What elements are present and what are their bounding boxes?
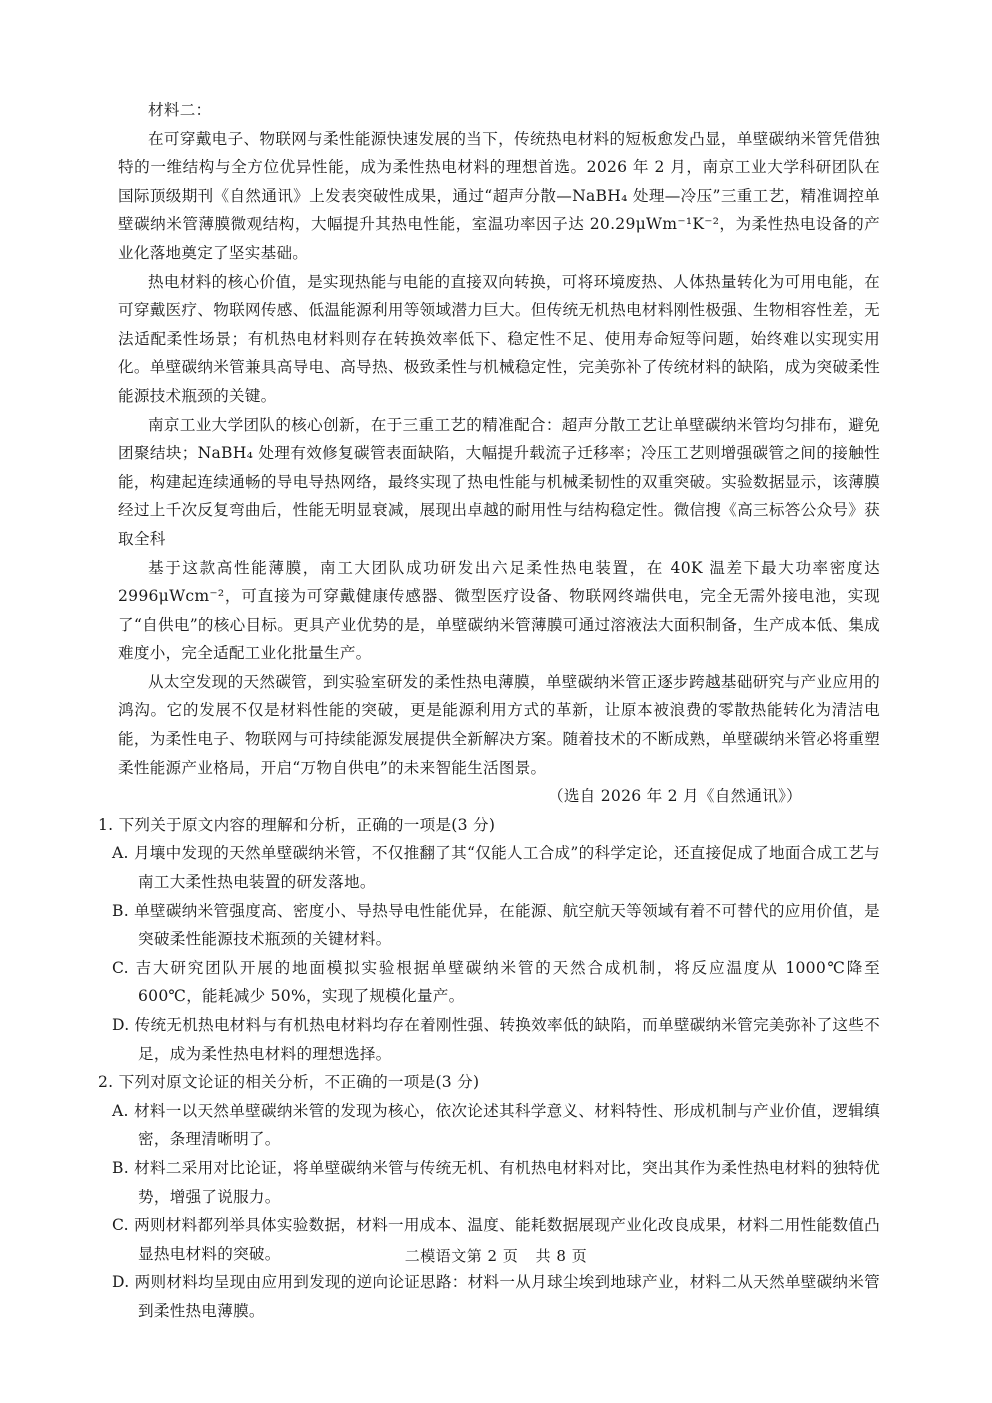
option-c: C. 吉大研究团队开展的地面模拟实验根据单壁碳纳米管的天然合成机制，将反应温度从 1000℃降至 600℃，能耗减少 50%，实现了规模化量产。 [112, 958, 880, 1006]
option-a: A. 材料一以天然单壁碳纳米管的发现为核心，依次论述其科学意义、材料特性、形成机制与产业价值，逻辑缜密，条理清晰明了。 [112, 1101, 880, 1149]
material-heading: 材料二： [148, 101, 212, 119]
question-2 [98, 1068, 880, 1325]
paragraph: 在可穿戴电子、物联网与柔性能源快速发展的当下，传统热电材料的短板愈发凸显，单壁碳纳米管凭借独特的一维结构与全方位优异性能，成为柔性热电材料的理想首选。2026 年 2 月，南京工业大学科研团队在国际顶级期刊《自然通讯》上发表突破性成果，通过“超声分散—NaBH₄ 处理—冷压”三重工艺，精准调控单壁碳纳米管薄膜微观结构，大幅提升其热电性能，室温功率因子达 20.29μWm⁻¹K⁻²，为柔性热电设备的产业化落地奠定了坚实基础。 [118, 129, 880, 262]
option-a: A. 月壤中发现的天然单壁碳纳米管，不仅推翻了其“仅能人工合成”的科学定论，还直接促成了地面合成工艺与南工大柔性热电装置的研发落地。 [112, 844, 880, 892]
footer-page-number: 二模语文第 2 页 [404, 1247, 519, 1265]
question-1 [98, 811, 880, 1068]
option-d: D. 两则材料均呈现由应用到发现的逆向论证思路：材料一从月球尘埃到地球产业，材料二从天然单壁碳纳米管到柔性热电薄膜。 [112, 1273, 880, 1320]
option-b: B. 单壁碳纳米管强度高、密度小、导热导电性能优异，在能源、航空航天等领域有着不可替代的应用价值，是突破柔性能源技术瓶颈的关键材料。 [112, 901, 880, 949]
question-stem: 2. 下列对原文论证的相关分析，不正确的一项是(3 分) [98, 1073, 480, 1092]
paragraph: 基于这款高性能薄膜，南工大团队成功研发出六足柔性热电装置，在 40K 温差下最大功率密度达 2996μWcm⁻²，可直接为可穿戴健康传感器、微型医疗设备、物联网终端供电，完全无需外接电池，实现了“自供电”的核心目标。更具产业优势的是，单壁碳纳米管薄膜可通过溶液法大面积制备，生产成本低、集成难度小，完全适配工业化批量生产。 [118, 558, 880, 663]
paragraph: 从太空发现的天然碳管，到实验室研发的柔性热电薄膜，单壁碳纳米管正逐步跨越基础研究与产业应用的鸿沟。它的发展不仅是材料性能的突破，更是能源利用方式的革新，让原本被浪费的零散热能转化为清洁电能，为柔性电子、物联网与可持续能源发展提供全新解决方案。随着技术的不断成熟，单壁碳纳米管必将重塑柔性能源产业格局，开启“万物自供电”的未来智能生活图景。 [118, 672, 880, 777]
source-citation: （选自 2026 年 2 月《自然通讯》） [547, 787, 802, 806]
page-footer [0, 1245, 992, 1266]
paragraph: 热电材料的核心价值，是实现热能与电能的直接双向转换，可将环境废热、人体热量转化为可用电能，在可穿戴医疗、物联网传感、低温能源利用等领域潜力巨大。但传统无机热电材料刚性极强、生物相容性差，无法适配柔性场景；有机热电材料则存在转换效率低下、稳定性不足、使用寿命短等问题，始终难以实现实用化。单壁碳纳米管兼具高导电、高导热、极致柔性与机械稳定性，完美弥补了传统材料的缺陷，成为突破柔性能源技术瓶颈的关键。 [118, 272, 880, 405]
question-stem: 1. 下列关于原文内容的理解和分析，正确的一项是(3 分) [98, 815, 496, 834]
option-d: D. 传统无机热电材料与有机热电材料均存在着刚性强、转换效率低的缺陷，而单壁碳纳米管完美弥补了这些不足，成为柔性热电材料的理想选择。 [112, 1016, 880, 1063]
footer-total-pages: 共 8 页 [535, 1247, 588, 1265]
paragraph: 南京工业大学团队的核心创新，在于三重工艺的精准配合：超声分散工艺让单壁碳纳米管均匀排布，避免团聚结块；NaBH₄ 处理有效修复碳管表面缺陷，大幅提升载流子迁移率；冷压工艺则增强碳管之间的接触性能，构建起连续通畅的导电导热网络，最终实现了热电性能与机械柔韧性的双重突破。实验数据显示，该薄膜经过上千次反复弯曲后，性能无明显衰减，展现出卓越的耐用性与结构稳定性。微信搜《高三标答公众号》获取全科 [118, 415, 880, 548]
option-b: B. 材料二采用对比论证，将单壁碳纳米管与传统无机、有机热电材料对比，突出其作为柔性热电材料的独特优势，增强了说服力。 [112, 1158, 880, 1206]
document-body [98, 96, 880, 1326]
option-c: C. 两则材料都列举具体实验数据，材料一用成本、温度、能耗数据展现产业化改良成果，材料二用性能数值凸显热电材料的突破。 [112, 1216, 880, 1263]
